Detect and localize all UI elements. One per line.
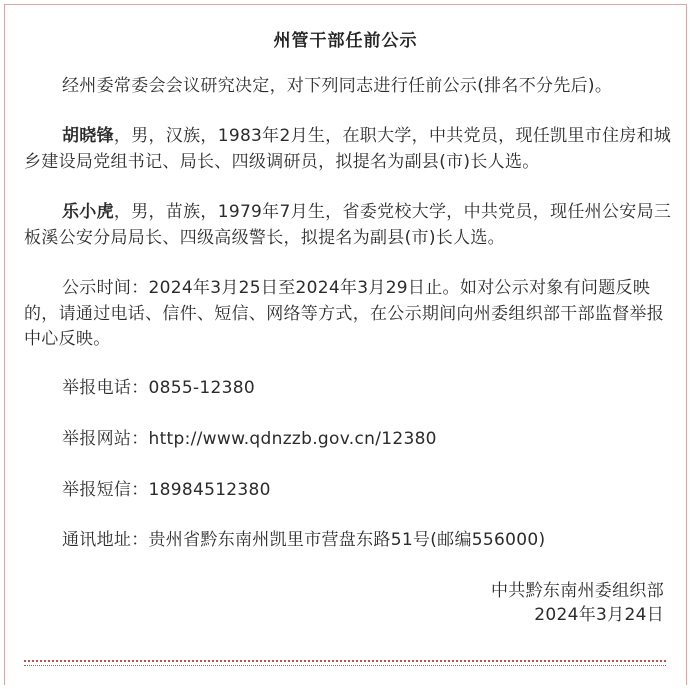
report-phone: 举报电话：0855-12380 (62, 378, 255, 398)
candidate-name-2: 乐小虎 (62, 202, 114, 222)
publicity-period-paragraph: 公示时间：2024年3月25日至2024年3月29日止。如对公示对象有问题反映的，请通过电话、信件、短信、网络等方式，在公示期间向州委组织部干部监督举报中心反映。 (24, 278, 665, 349)
candidate-details-2: ，男，苗族，1979年7月生，省委党校大学，中共党员，现任州公安局三板溪公安分局局长、四级高级警长，拟提名为副县(市)长人选。 (24, 202, 672, 248)
candidate-paragraph-1 (24, 124, 674, 175)
bottom-divider (24, 660, 666, 662)
bottom-divider-thin (24, 665, 666, 666)
intro-paragraph: 经州委常委会会议研究决定，对下列同志进行任前公示(排名不分先后)。 (62, 76, 613, 96)
notice-title: 州管干部任前公示 (273, 31, 418, 51)
report-website[interactable]: 举报网站：http://www.qdnzzb.gov.cn/12380 (62, 429, 437, 449)
mailing-address: 通讯地址：贵州省黔东南州凯里市营盘东路51号(邮编556000) (62, 530, 546, 550)
report-sms: 举报短信：18984512380 (62, 480, 271, 500)
signature-date: 2024年3月24日 (534, 605, 664, 625)
candidate-name-1: 胡晓锋 (62, 126, 114, 146)
candidate-paragraph-2 (24, 200, 674, 251)
candidate-details-1: ，男，汉族，1983年2月生，在职大学，中共党员，现任凯里市住房和城乡建设局党组书记、局长、四级调研员，拟提名为副县(市)长人选。 (24, 126, 672, 172)
signature-org: 中共黔东南州委组织部 (491, 581, 664, 601)
